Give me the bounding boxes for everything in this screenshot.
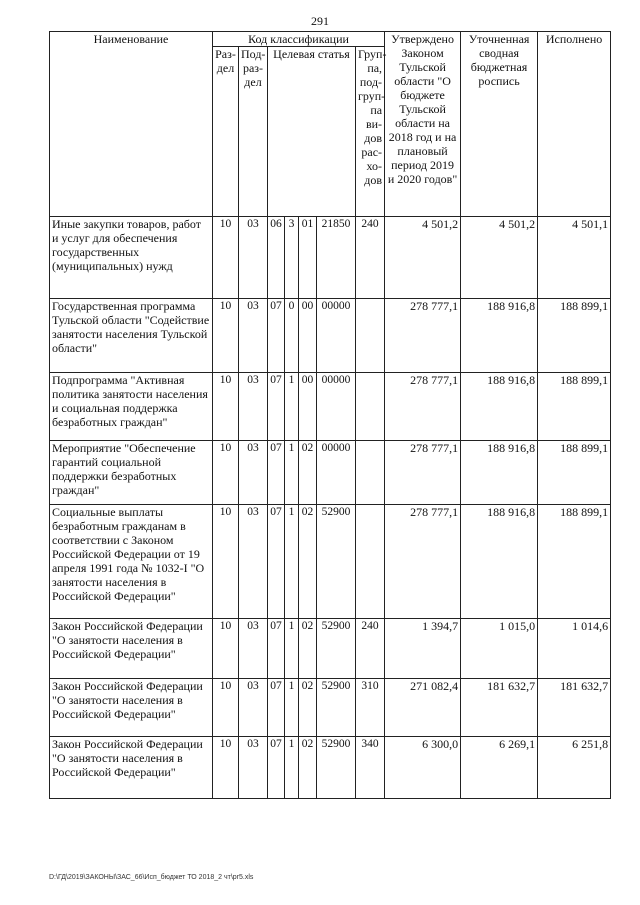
row-target-subprogram: 0 [285,299,299,373]
row-name: Закон Российской Федерации "О занятости населения в Российской Федерации" [50,737,213,799]
row-section: 10 [213,373,239,441]
header-target-article: Целевая статья [268,47,356,217]
row-target-direction: 52900 [317,619,356,679]
header-expense-group: Груп-па, под-груп-па ви-дов рас-хо-дов [356,47,385,217]
page-number: 291 [311,14,329,28]
footer-file-path: D:\ГД\2019\ЗАКОНЫ\ЗАС_66\Исп_бюджет ТО 2018_2 чт\pr5.xls [49,874,254,881]
row-section: 10 [213,737,239,799]
row-refined: 188 916,8 [461,505,538,619]
row-subsection: 03 [239,505,268,619]
row-approved: 4 501,2 [385,217,461,299]
row-refined: 4 501,2 [461,217,538,299]
row-name: Иные закупки товаров, работ и услуг для обеспечения государственных (муниципальных) нужд [50,217,213,299]
row-target-program: 07 [268,679,285,737]
row-approved: 271 082,4 [385,679,461,737]
row-target-direction: 00000 [317,299,356,373]
row-target-direction: 00000 [317,373,356,441]
row-approved: 278 777,1 [385,441,461,505]
row-section: 10 [213,679,239,737]
table-row [50,679,611,737]
table-row [50,505,611,619]
row-name: Закон Российской Федерации "О занятости населения в Российской Федерации" [50,679,213,737]
row-target-subprogram: 1 [285,505,299,619]
row-approved: 278 777,1 [385,299,461,373]
row-target-program: 07 [268,299,285,373]
row-target-event: 00 [299,373,317,441]
row-executed: 188 899,1 [538,373,611,441]
header-approved: Утверждено Законом Тульской области "О бюджете Тульской области на 2018 год и на плановый период 2019 и 2020 годов" [385,32,461,217]
row-executed: 188 899,1 [538,441,611,505]
row-subsection: 03 [239,441,268,505]
row-target-program: 07 [268,373,285,441]
row-refined: 6 269,1 [461,737,538,799]
row-target-direction: 21850 [317,217,356,299]
row-name: Социальные выплаты безработным гражданам в соответствии с Законом Российской Федерации от 19 апреля 1991 года № 1032-I "О занятости населения в Российской Федерации" [50,505,213,619]
row-refined: 188 916,8 [461,299,538,373]
row-target-subprogram: 1 [285,619,299,679]
row-target-event: 00 [299,299,317,373]
row-subsection: 03 [239,679,268,737]
row-refined: 181 632,7 [461,679,538,737]
row-expense-group [356,299,385,373]
row-expense-group: 340 [356,737,385,799]
row-expense-group [356,505,385,619]
header-classification: Код классификации [213,32,385,47]
table-row [50,299,611,373]
row-approved: 6 300,0 [385,737,461,799]
row-executed: 6 251,8 [538,737,611,799]
row-section: 10 [213,441,239,505]
row-expense-group [356,373,385,441]
row-approved: 278 777,1 [385,373,461,441]
row-refined: 188 916,8 [461,373,538,441]
table-row [50,217,611,299]
row-expense-group: 240 [356,619,385,679]
row-approved: 278 777,1 [385,505,461,619]
row-target-program: 07 [268,737,285,799]
row-target-event: 02 [299,441,317,505]
row-target-subprogram: 1 [285,679,299,737]
row-target-subprogram: 3 [285,217,299,299]
row-executed: 188 899,1 [538,505,611,619]
row-target-subprogram: 1 [285,737,299,799]
row-target-event: 02 [299,505,317,619]
row-target-direction: 52900 [317,679,356,737]
header-subsection: Под-раз-дел [239,47,268,217]
header-executed: Исполнено [538,32,611,217]
row-name: Закон Российской Федерации "О занятости населения в Российской Федерации" [50,619,213,679]
row-target-program: 07 [268,619,285,679]
row-expense-group: 240 [356,217,385,299]
header-refined: Уточненная сводная бюджетная роспись [461,32,538,217]
row-target-direction: 52900 [317,737,356,799]
row-target-subprogram: 1 [285,373,299,441]
row-executed: 1 014,6 [538,619,611,679]
row-refined: 1 015,0 [461,619,538,679]
row-approved: 1 394,7 [385,619,461,679]
header-section: Раз-дел [213,47,239,217]
row-target-event: 01 [299,217,317,299]
row-target-direction: 00000 [317,441,356,505]
table-row [50,737,611,799]
row-refined: 188 916,8 [461,441,538,505]
row-target-program: 07 [268,441,285,505]
row-subsection: 03 [239,373,268,441]
row-executed: 188 899,1 [538,299,611,373]
table-row [50,441,611,505]
row-section: 10 [213,299,239,373]
budget-table [49,31,611,799]
row-section: 10 [213,217,239,299]
row-name: Подпрограмма "Активная политика занятости населения и социальная поддержка безработных граждан" [50,373,213,441]
row-executed: 181 632,7 [538,679,611,737]
row-name: Государственная программа Тульской области "Содействие занятости населения Тульской области" [50,299,213,373]
row-target-program: 07 [268,505,285,619]
table-row [50,619,611,679]
row-section: 10 [213,505,239,619]
row-section: 10 [213,619,239,679]
row-subsection: 03 [239,737,268,799]
row-subsection: 03 [239,299,268,373]
row-expense-group [356,441,385,505]
row-target-event: 02 [299,737,317,799]
row-target-event: 02 [299,679,317,737]
row-subsection: 03 [239,619,268,679]
row-subsection: 03 [239,217,268,299]
row-executed: 4 501,1 [538,217,611,299]
row-target-program: 06 [268,217,285,299]
row-name: Мероприятие "Обеспечение гарантий социальной поддержки безработных граждан" [50,441,213,505]
row-target-direction: 52900 [317,505,356,619]
header-name: Наименование [50,32,213,217]
row-target-event: 02 [299,619,317,679]
row-target-subprogram: 1 [285,441,299,505]
row-expense-group: 310 [356,679,385,737]
table-row [50,373,611,441]
